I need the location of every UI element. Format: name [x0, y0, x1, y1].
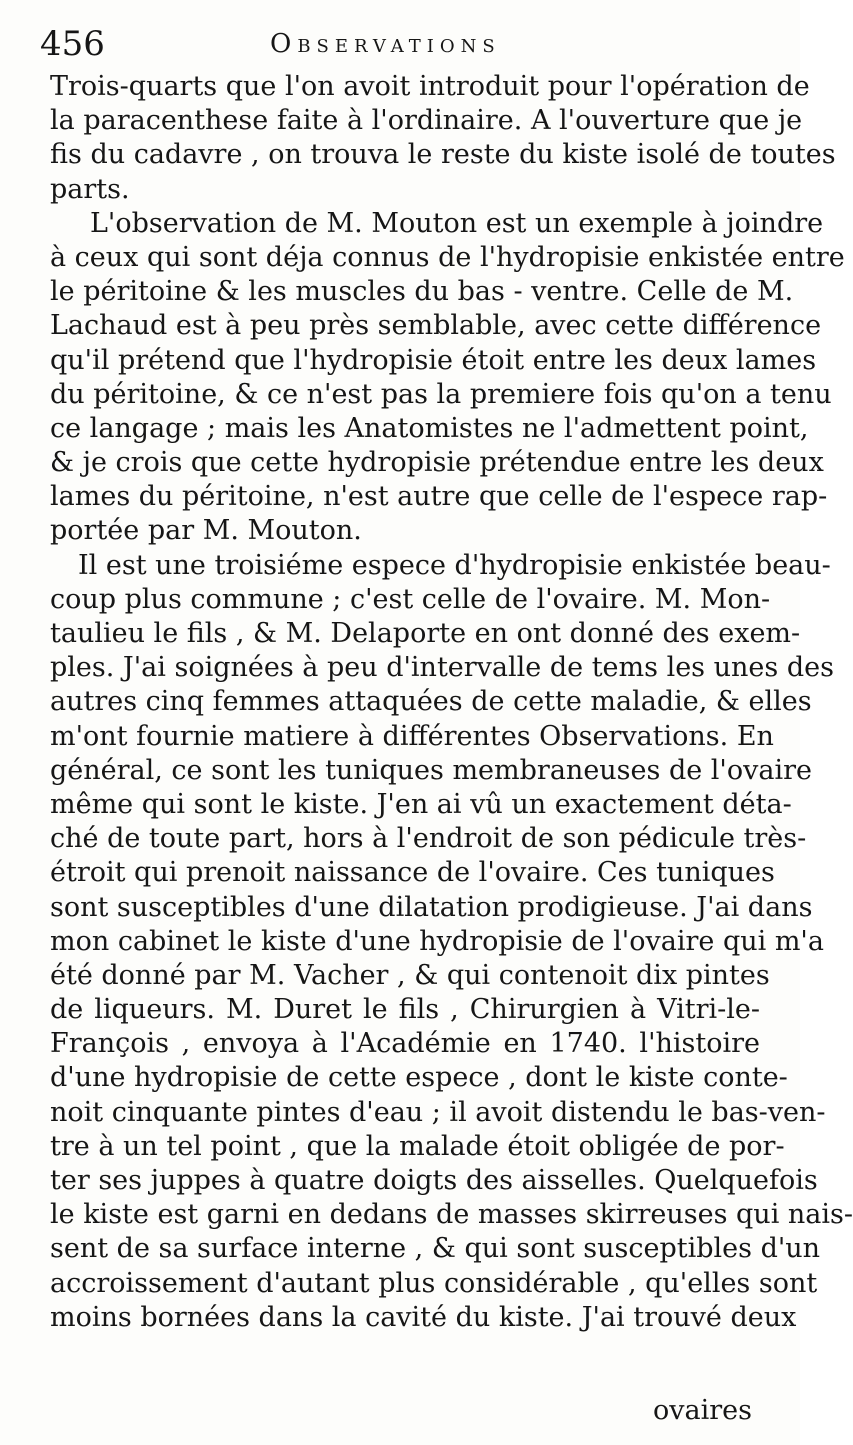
text-line: portée par M. Mouton.: [50, 515, 362, 547]
text-line: L'observation de M. Mouton est un exemple à joindre: [90, 207, 824, 239]
text-line: de liqueurs. M. Duret le fils , Chirurgien à Vitri-le-: [50, 994, 760, 1026]
body-text: [50, 70, 853, 1335]
running-title: Observations: [270, 29, 501, 59]
text-line: le péritoine & les muscles du bas - ventre. Celle de M.: [50, 276, 794, 308]
text-line: lames du péritoine, n'est autre que celle de l'espece rap-: [50, 481, 828, 513]
text-line: ce langage ; mais les Anatomistes ne l'admettent point,: [50, 412, 809, 444]
text-line: sent de sa surface interne , & qui sont susceptibles d'un: [50, 1233, 821, 1265]
text-line: François , envoya à l'Académie en 1740. l'histoire: [50, 1028, 760, 1060]
text-line: ché de toute part, hors à l'endroit de son pédicule très-: [50, 823, 807, 855]
page-header: [40, 20, 760, 68]
text-line: & je crois que cette hydropisie prétendue entre les deux: [50, 447, 824, 479]
page-number: 456: [40, 24, 105, 64]
text-line: la paracenthese faite à l'ordinaire. A l'ouverture que je: [50, 105, 803, 137]
text-line: ter ses juppes à quatre doigts des aisselles. Quelquefois: [50, 1165, 818, 1196]
text-line: Il est une troisiéme espece d'hydropisie enkistée beau-: [78, 549, 831, 581]
text-line: coup plus commune ; c'est celle de l'ovaire. M. Mon-: [50, 583, 771, 615]
text-line: à ceux qui sont déja connus de l'hydropisie enkistée entre: [50, 241, 845, 273]
text-line: le kiste est garni en dedans de masses skirreuses qui nais-: [50, 1199, 853, 1231]
text-line: accroissement d'autant plus considérable , qu'elles sont: [50, 1267, 818, 1299]
catchword: ovaires: [653, 1395, 752, 1426]
text-line: général, ce sont les tuniques membraneuses de l'ovaire: [50, 754, 812, 786]
text-line: parts.: [50, 173, 130, 205]
text-line: ples. J'ai soignées à peu d'intervalle de tems les unes des: [50, 652, 834, 684]
text-line: sont susceptibles d'une dilatation prodigieuse. J'ai dans: [50, 891, 813, 923]
text-line: Trois-quarts que l'on avoit introduit pour l'opération de: [50, 71, 810, 102]
text-line: même qui sont le kiste. J'en ai vû un exactement déta-: [50, 788, 792, 820]
text-line: Lachaud est à peu près semblable, avec cette différence: [50, 310, 822, 342]
text-line: taulieu le fils , & M. Delaporte en ont donné des exem-: [50, 618, 801, 649]
text-line: qu'il prétend que l'hydropisie étoit entre les deux lames: [50, 344, 817, 376]
text-line: autres cinq femmes attaquées de cette maladie, & elles: [50, 686, 812, 718]
text-line: étroit qui prenoit naissance de l'ovaire. Ces tuniques: [50, 857, 775, 889]
text-line: mon cabinet le kiste d'une hydropisie de l'ovaire qui m'a: [50, 925, 824, 957]
text-line: du péritoine, & ce n'est pas la premiere fois qu'on a tenu: [50, 378, 832, 410]
text-line: moins bornées dans la cavité du kiste. J'ai trouvé deux: [50, 1301, 797, 1333]
text-line: d'une hydropisie de cette espece , dont le kiste conte-: [50, 1062, 788, 1094]
text-line: m'ont fournie matiere à différentes Observations. En: [50, 720, 774, 752]
text-line: fis du cadavre , on trouva le reste du kiste isolé de toutes: [50, 139, 836, 171]
text-line: été donné par M. Vacher , & qui contenoit dix pintes: [50, 959, 770, 991]
text-line: tre à un tel point , que la malade étoit obligée de por-: [50, 1130, 785, 1162]
text-line: noit cinquante pintes d'eau ; il avoit distendu le bas-ven-: [50, 1096, 826, 1128]
